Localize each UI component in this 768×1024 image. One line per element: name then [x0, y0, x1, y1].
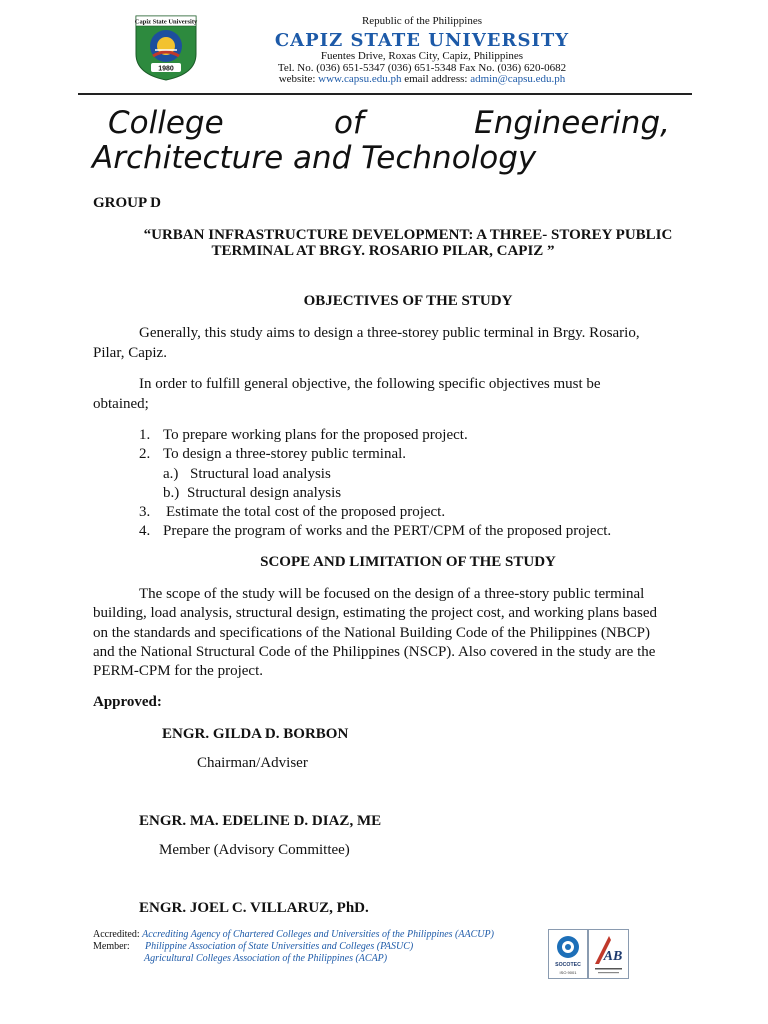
list-number: 2.: [139, 446, 151, 463]
scope-heading: SCOPE AND LIMITATION OF THE STUDY: [260, 554, 556, 570]
member-org: Agricultural Colleges Association of the Philippines (ACAP): [144, 953, 388, 964]
email-label: email address:: [404, 73, 468, 85]
cert-ab-name: AB: [603, 949, 623, 964]
list-number: a.): [163, 465, 179, 482]
objectives-paragraph2-line1: In order to fulfill general objective, the following specific objectives must be: [139, 376, 601, 392]
list-text: To prepare working plans for the proposed project.: [163, 427, 468, 443]
objectives-paragraph1-line1: Generally, this study aims to design a three-storey public terminal in Brgy. Rosario,: [139, 325, 640, 341]
college-title-line2: Architecture and Technology: [92, 140, 537, 176]
list-item: [139, 445, 739, 464]
signatory-name: ENGR. GILDA D. BORBON: [162, 726, 349, 742]
list-item: [139, 503, 739, 522]
approved-label: Approved:: [93, 694, 162, 710]
group-label: GROUP D: [93, 195, 161, 211]
logo-caption: Capiz State University: [134, 18, 198, 26]
logo-year: 1980: [158, 65, 174, 73]
list-item: [139, 426, 739, 445]
list-item: [139, 465, 739, 484]
scope-line: and the National Structural Code of the Philippines (NSCP). Also covered in the study are the: [93, 644, 656, 660]
accredited-label: Accredited:: [93, 929, 140, 940]
scope-line: The scope of the study will be focused on the design of a three-story public terminal: [139, 586, 645, 602]
university-contacts: [0, 73, 768, 86]
signatory-role: Chairman/Adviser: [197, 755, 308, 771]
footer-accreditation: [93, 929, 533, 965]
signatory-name: ENGR. MA. EDELINE D. DIAZ, ME: [139, 813, 382, 829]
footer-accredited-line: [93, 929, 533, 941]
cert-socotec-name: SOCOTEC: [555, 962, 581, 968]
republic-line: Republic of the Philippines: [361, 15, 483, 27]
member-label: Member:: [93, 941, 130, 952]
objectives-paragraph1-line2: Pilar, Capiz.: [93, 345, 167, 361]
scope-line: building, load analysis, structural design, estimating the project cost, and working plans based: [93, 605, 658, 621]
list-text: Structural load analysis: [190, 465, 331, 482]
list-number: 3.: [139, 504, 151, 521]
member-org: Philippine Association of State Universities and Colleges (PASUC): [145, 941, 414, 952]
footer-member-line: [93, 941, 533, 953]
objectives-list: [139, 426, 739, 542]
website-label: website:: [278, 73, 316, 85]
objectives-paragraph2-line2: obtained;: [93, 396, 149, 412]
email-link[interactable]: admin@capsu.edu.ph: [470, 73, 566, 85]
website-link[interactable]: www.capsu.edu.ph: [318, 73, 402, 85]
objectives-heading: OBJECTIVES OF THE STUDY: [303, 293, 513, 309]
footer-member-line: [93, 953, 533, 965]
cert-socotec-sub: ISO 9001: [559, 970, 577, 975]
socotec-certification-badge: [548, 929, 588, 979]
university-address: Fuentes Drive, Roxas City, Capiz, Philippines: [320, 50, 524, 62]
list-text: Estimate the total cost of the proposed project.: [166, 504, 446, 521]
scope-line: PERM-CPM for the project.: [93, 663, 263, 679]
project-title-line1: “URBAN INFRASTRUCTURE DEVELOPMENT: A THREE- STOREY PUBLIC: [143, 227, 673, 243]
signatory-role: Member (Advisory Committee): [159, 842, 350, 858]
college-title-line1: [92, 105, 670, 141]
project-title-line2: TERMINAL AT BRGY. ROSARIO PILAR, CAPIZ ”: [211, 243, 555, 259]
list-item: [139, 484, 739, 503]
college-word: Engineering,: [474, 105, 670, 141]
list-text: To design a three-storey public terminal.: [163, 446, 407, 463]
university-phones: Tel. No. (036) 651-5347 (036) 651-5348 Fax No. (036) 620-0682: [277, 62, 567, 74]
university-name: CAPIZ STATE UNIVERSITY: [274, 30, 570, 51]
accredited-agency: Accrediting Agency of Chartered Colleges and Universities of the Philippines (AACUP): [142, 929, 494, 940]
list-item: [139, 522, 739, 541]
signatory-name: ENGR. JOEL C. VILLARUZ, PhD.: [139, 900, 369, 916]
list-text: Prepare the program of works and the PERT/CPM of the proposed project.: [163, 523, 612, 540]
list-text: Structural design analysis: [187, 484, 342, 501]
list-number: 1.: [139, 427, 151, 443]
scope-line: on the standards and specifications of the National Building Code of the Philippines (NBCP): [93, 625, 650, 641]
college-word: College: [108, 105, 224, 141]
list-number: b.): [163, 484, 180, 501]
list-number: 4.: [139, 523, 151, 540]
ab-accreditation-badge: [588, 929, 629, 979]
header-divider: [78, 93, 692, 95]
college-word: of: [333, 105, 364, 141]
